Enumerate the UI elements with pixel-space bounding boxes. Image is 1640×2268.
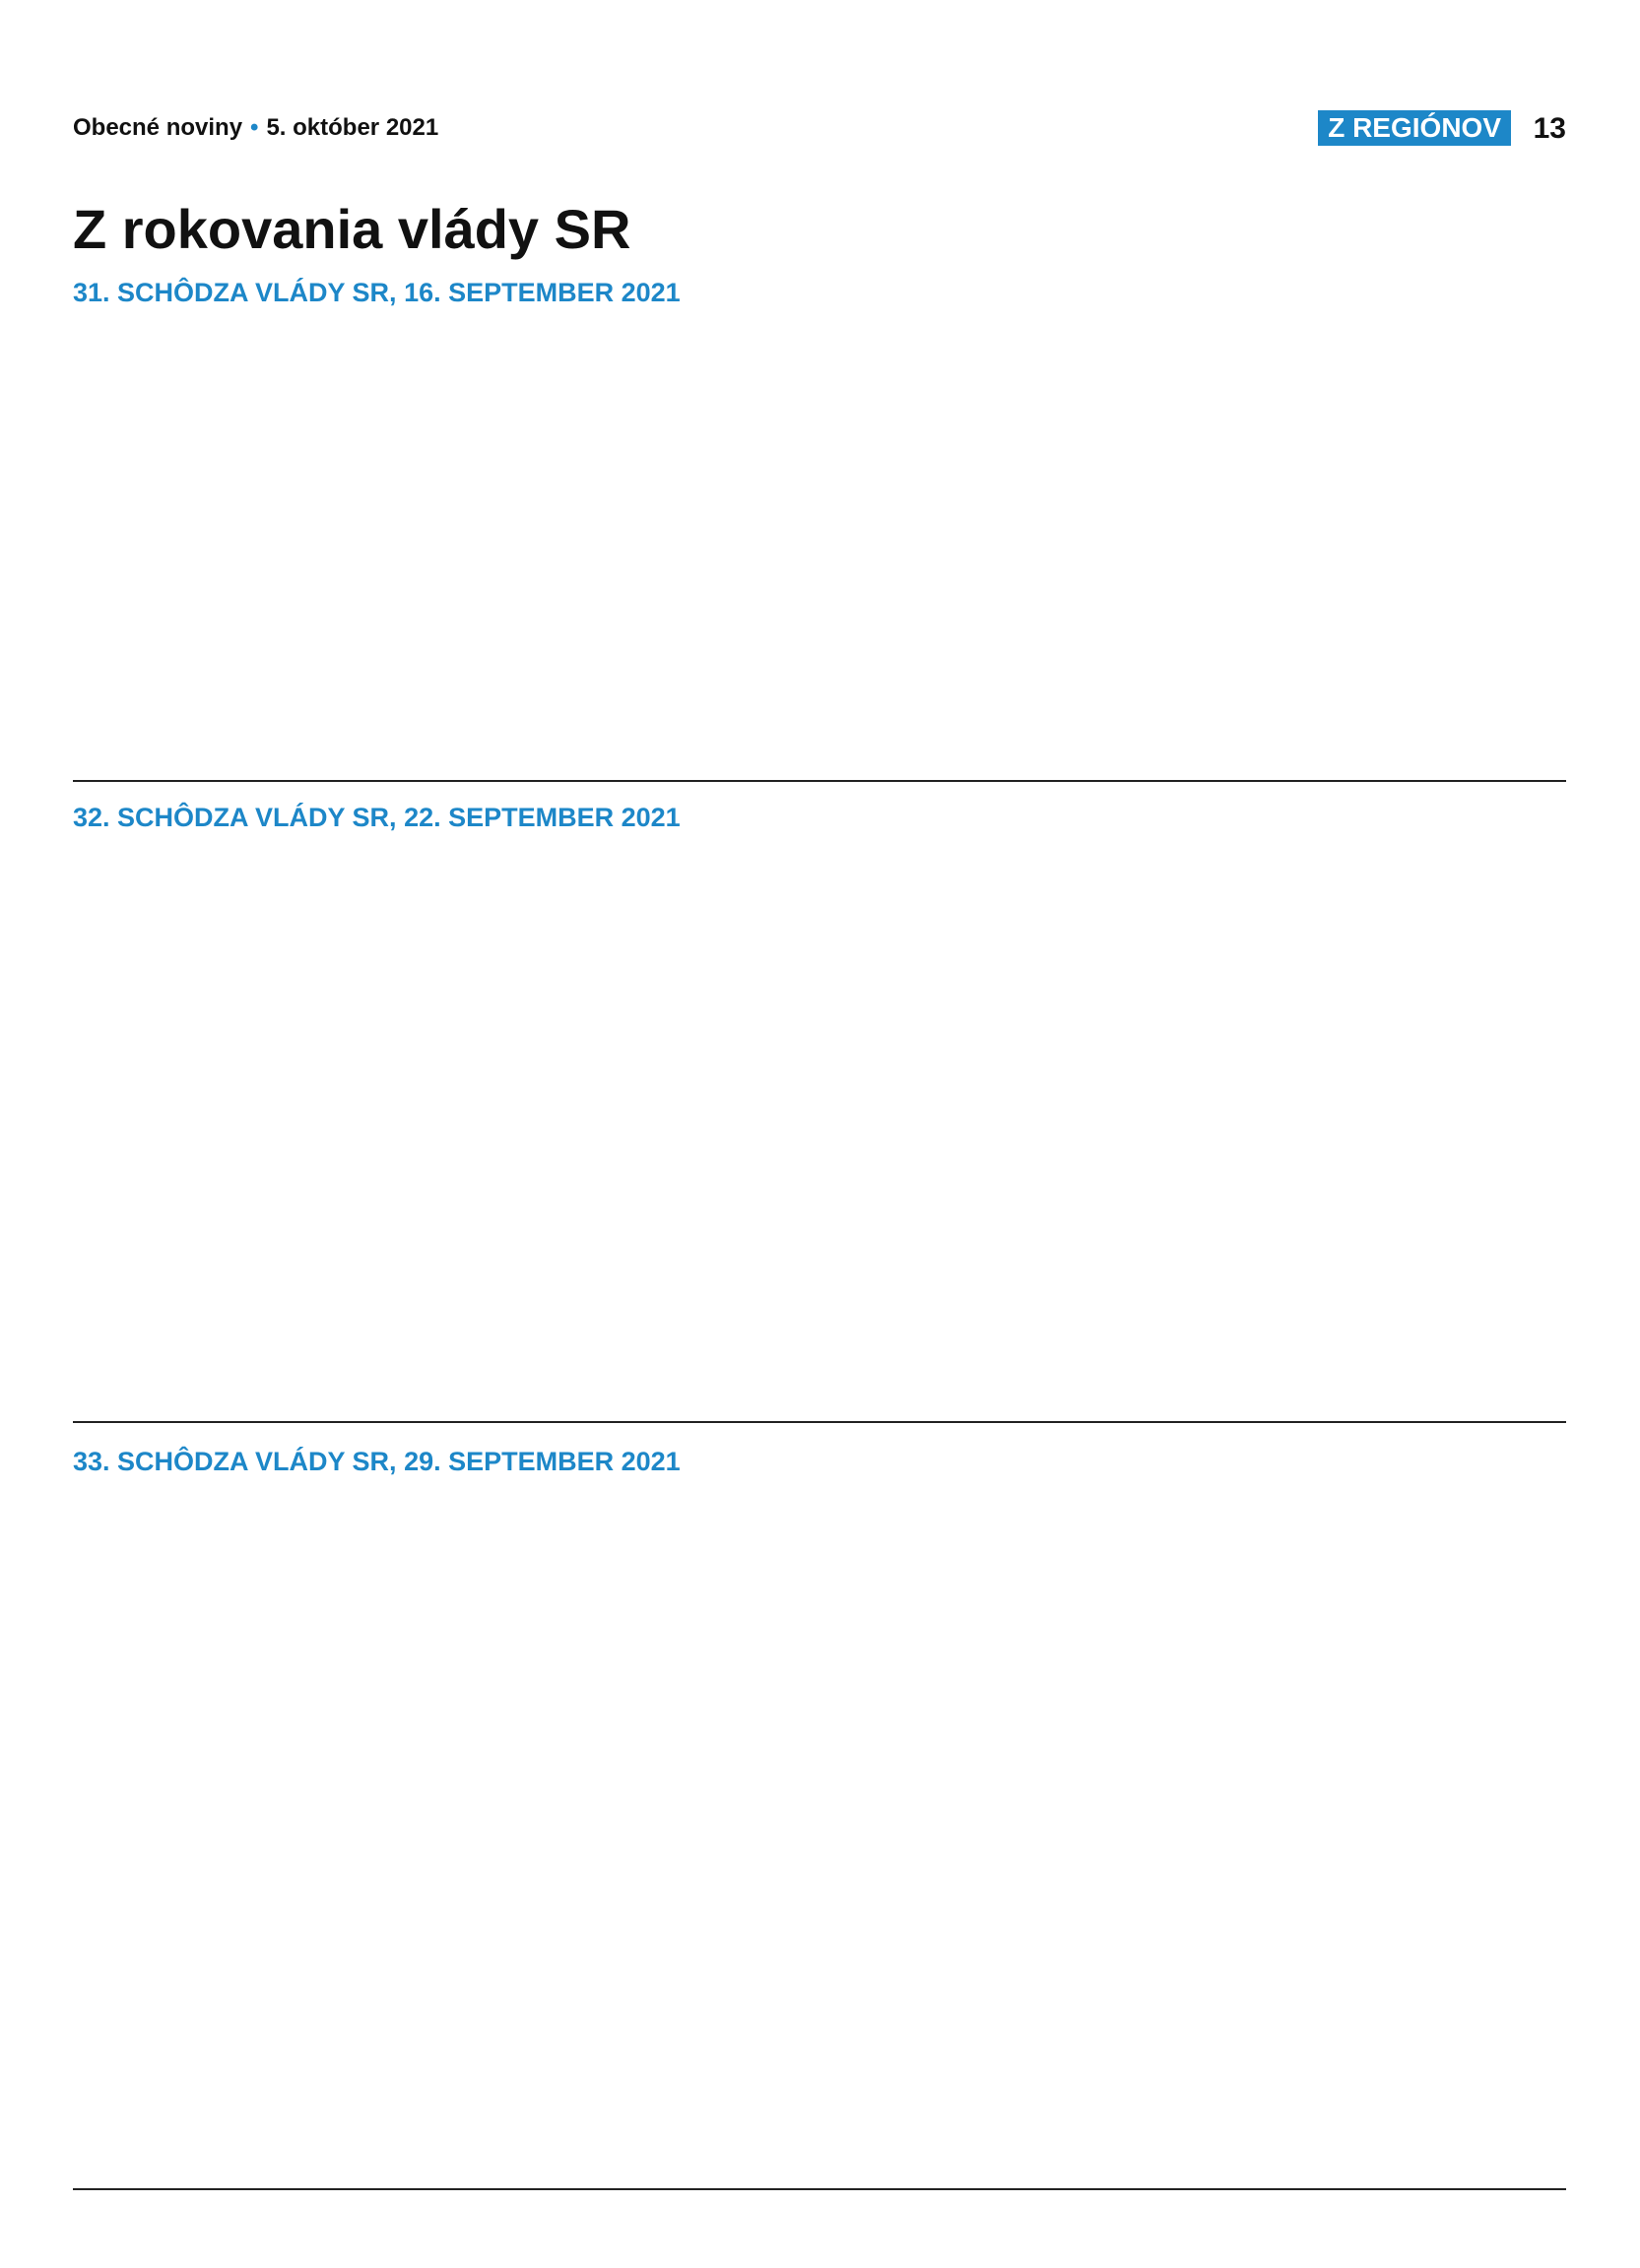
page-bottom-rule — [73, 2188, 1566, 2190]
section-divider — [73, 780, 1566, 782]
publication-name: Obecné noviny — [73, 114, 243, 141]
issue-date: 5. október 2021 — [266, 114, 439, 141]
bullet-dot: • — [250, 114, 259, 141]
page-number: 13 — [1533, 112, 1566, 145]
meeting-31-title: 31. SCHÔDZA VLÁDY SR, 16. SEPTEMBER 2021 — [73, 278, 681, 307]
masthead — [73, 110, 1566, 146]
masthead-left — [73, 114, 438, 142]
section-divider — [73, 1421, 1566, 1423]
page-headline: Z rokovania vlády SR — [73, 198, 631, 260]
section-label: Z REGIÓNOV — [1318, 110, 1511, 146]
meeting-33-title: 33. SCHÔDZA VLÁDY SR, 29. SEPTEMBER 2021 — [73, 1447, 681, 1476]
meeting-32-title: 32. SCHÔDZA VLÁDY SR, 22. SEPTEMBER 2021 — [73, 803, 681, 832]
